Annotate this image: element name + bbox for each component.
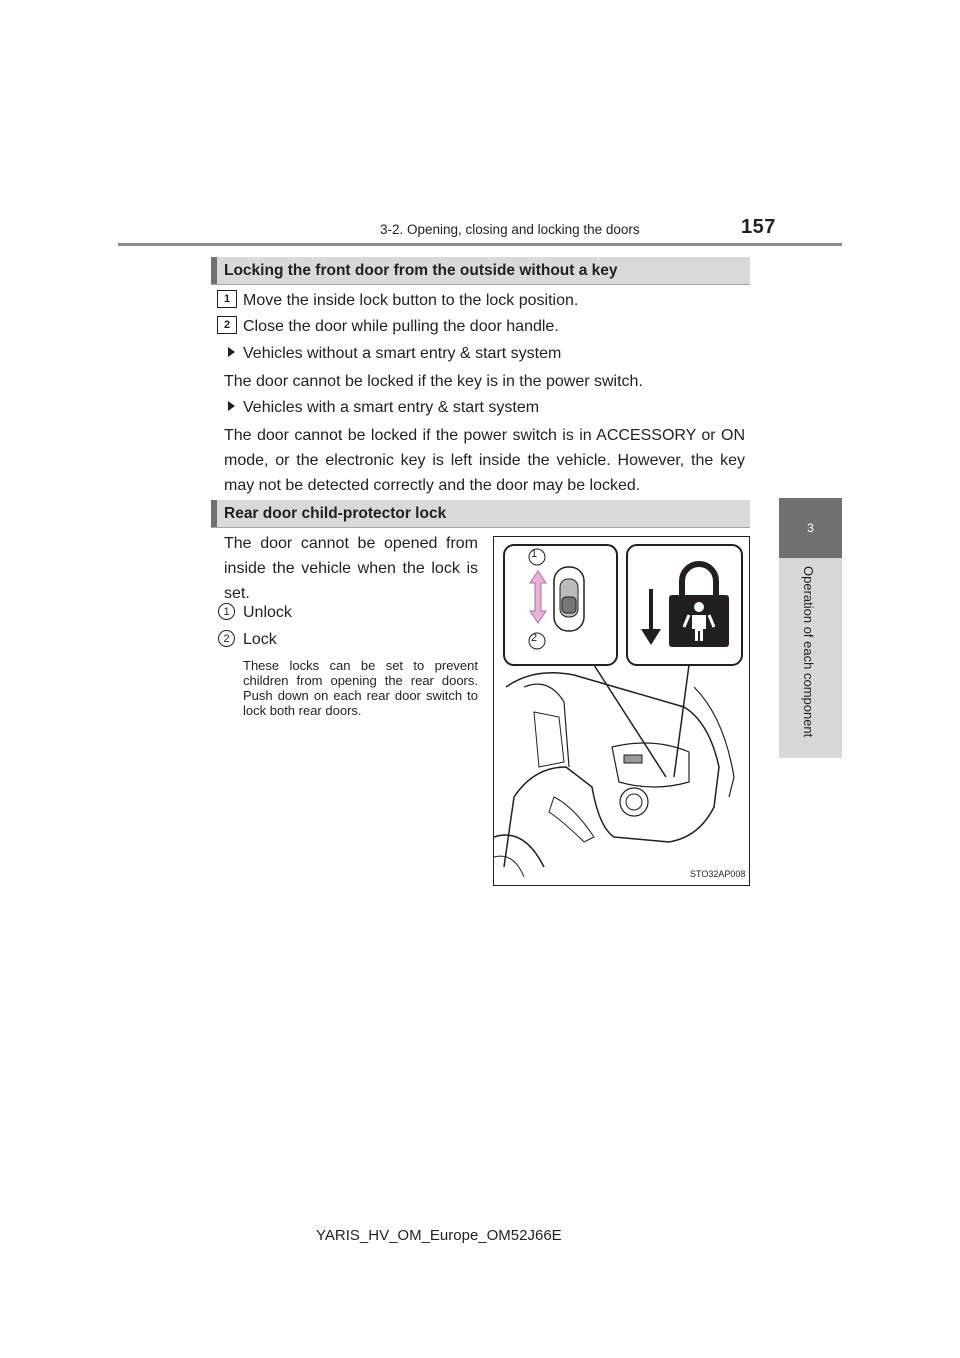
illus-callout-2: 2 xyxy=(531,632,538,644)
bullet-text: Vehicles without a smart entry & start system xyxy=(243,345,562,362)
illustration-drawing xyxy=(494,537,749,885)
section-heading-text: Rear door child-protector lock xyxy=(224,505,447,522)
step-number-box: 2 xyxy=(217,316,237,334)
item-label: Unlock xyxy=(243,604,292,621)
paragraph: The door cannot be locked if the power switch is in ACCESSORY or ON mode, or the electronic key is left inside the vehicle. However, the key may not be detected correctly and the door may be locked. xyxy=(224,427,745,494)
step-text: Move the inside lock button to the lock position. xyxy=(243,292,579,309)
heading-accent xyxy=(211,257,217,284)
callout-number: 1 xyxy=(218,603,235,620)
bullet-item xyxy=(228,399,539,417)
section-heading-child-lock xyxy=(211,500,750,528)
heading-accent xyxy=(211,500,217,527)
header-rule xyxy=(118,243,842,246)
step-number-box: 1 xyxy=(217,290,237,308)
callout-number: 2 xyxy=(218,630,235,647)
bullet-item xyxy=(228,345,561,363)
note-text: These locks can be set to prevent children from opening the rear doors. Push down on each rear door switch to lock both rear doors. xyxy=(243,658,478,718)
paragraph: The door cannot be opened from inside the vehicle when the lock is set. xyxy=(224,535,478,602)
page-number: 157 xyxy=(741,216,776,238)
bullet-text: Vehicles with a smart entry & start system xyxy=(243,399,540,416)
running-header: 3-2. Opening, closing and locking the doors xyxy=(380,222,640,237)
triangle-bullet-icon xyxy=(228,401,235,411)
step-text: Close the door while pulling the door handle. xyxy=(243,318,559,335)
section-heading-front-door xyxy=(211,257,750,285)
illus-callout-1: 1 xyxy=(531,548,538,560)
document-id: YARIS_HV_OM_Europe_OM52J66E xyxy=(316,1227,562,1244)
door-lock-illustration xyxy=(493,536,750,886)
item-label: Lock xyxy=(243,631,277,648)
illustration-code: STO32AP008 xyxy=(690,869,746,879)
paragraph: The door cannot be locked if the key is in the power switch. xyxy=(224,373,643,390)
chapter-number: 3 xyxy=(807,521,814,535)
triangle-bullet-icon xyxy=(228,347,235,357)
chapter-title-text: Operation of each component xyxy=(801,566,816,738)
section-heading-text: Locking the front door from the outside without a key xyxy=(224,262,618,279)
chapter-title xyxy=(796,566,816,756)
